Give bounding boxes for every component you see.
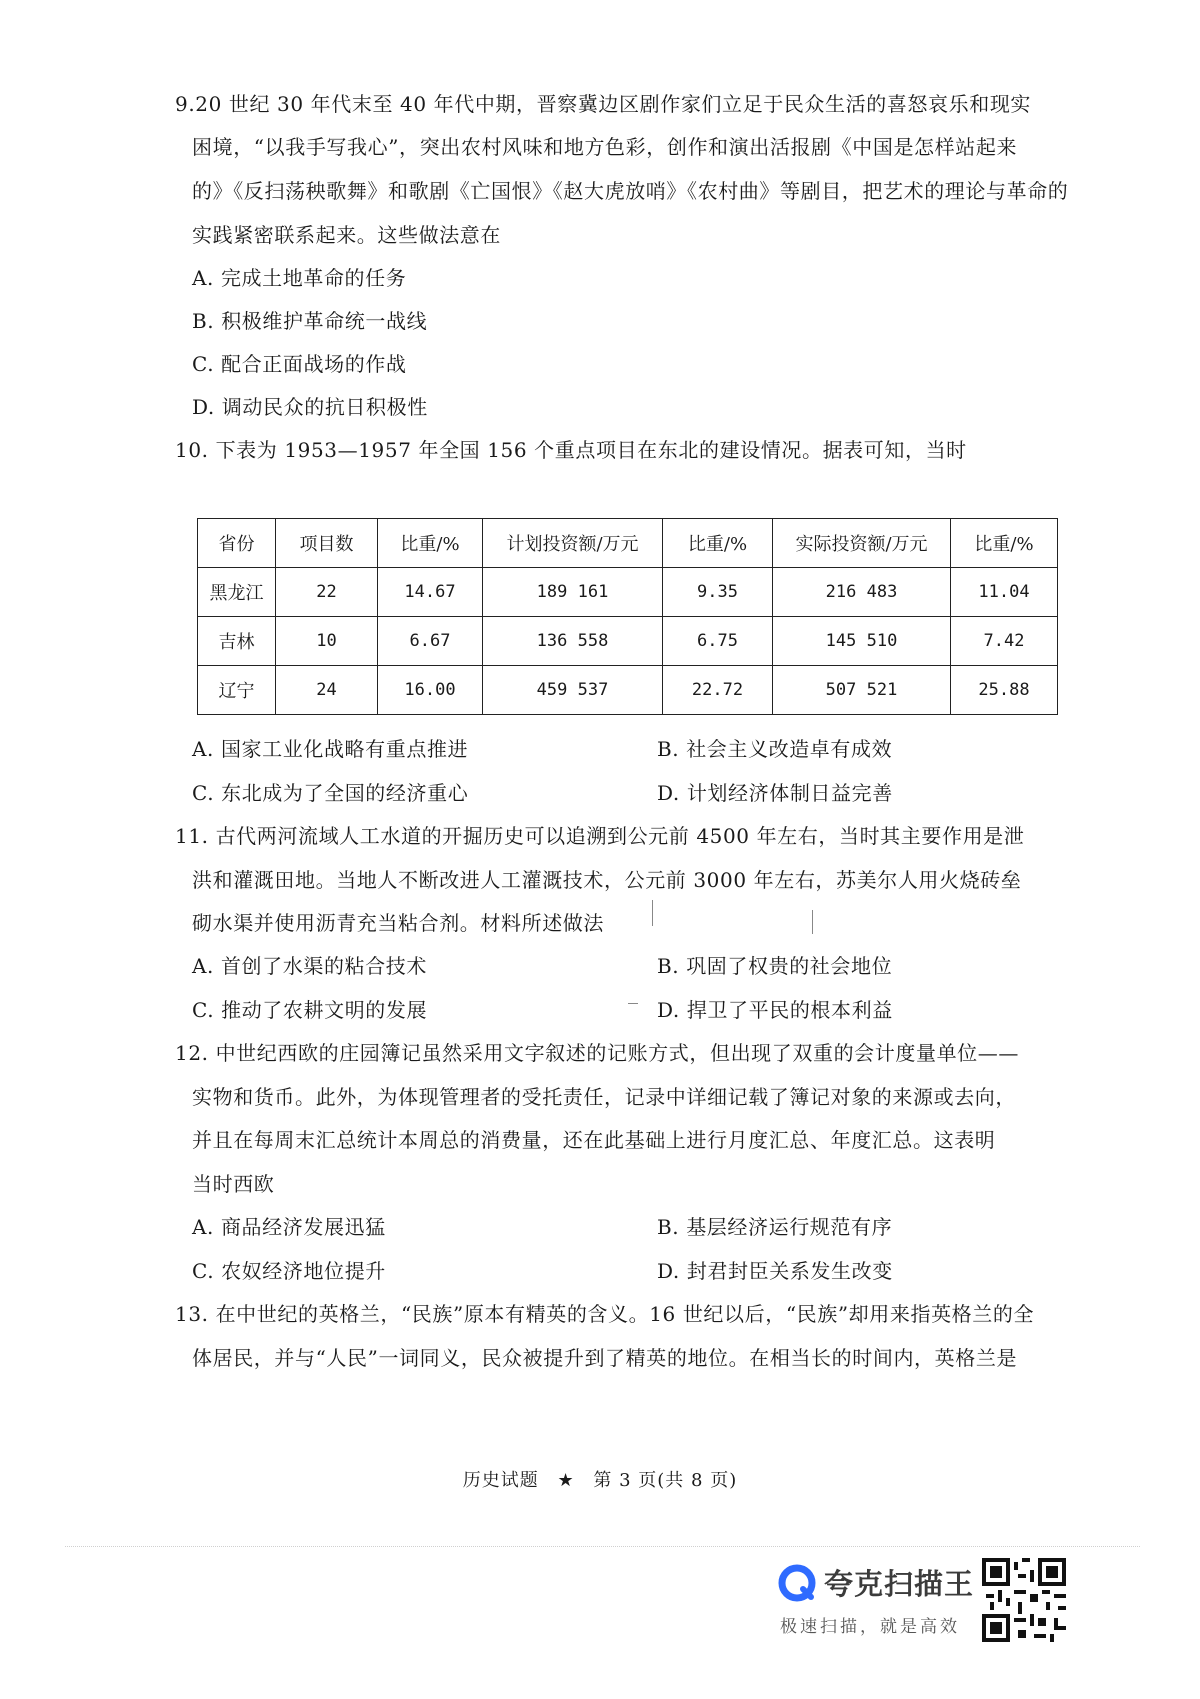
q9-line-3: 的》《反扫荡秧歌舞》和歌剧《亡国恨》《赵大虎放哨》《农村曲》等剧目，把艺术的理论与革命的 bbox=[192, 179, 1069, 203]
q11-line-2: 洪和灌溉田地。当地人不断改进人工灌溉技术，公元前 3000 年左右，苏美尔人用火烧砖垒 bbox=[192, 868, 1022, 892]
table-cell: 22 bbox=[276, 568, 378, 617]
table-header-cell: 实际投资额/万元 bbox=[773, 519, 951, 568]
table-cell-province: 黑龙江 bbox=[198, 568, 276, 617]
q12-line-2: 实物和货币。此外，为体现管理者的受托责任，记录中详细记载了簿记对象的来源或去向， bbox=[192, 1085, 1016, 1109]
table-cell: 10 bbox=[276, 617, 378, 666]
q10-option-a: A. 国家工业化战略有重点推进 bbox=[192, 737, 469, 761]
q13-line-2: 体居民，并与“人民”一词同义，民众被提升到了精英的地位。在相当长的时间内，英格兰是 bbox=[192, 1346, 1018, 1370]
q9-option-c: C. 配合正面战场的作战 bbox=[192, 352, 407, 376]
table-header-cell: 省份 bbox=[198, 519, 276, 568]
scanner-logo-icon bbox=[778, 1564, 816, 1602]
table-header-cell: 比重/% bbox=[378, 519, 483, 568]
scan-artifact bbox=[628, 1003, 638, 1004]
table-cell: 22.72 bbox=[663, 666, 773, 715]
footer-page-number: 第 3 页(共 8 页) bbox=[593, 1470, 738, 1491]
q9-option-b: B. 积极维护革命统一战线 bbox=[192, 309, 428, 333]
qr-code-icon bbox=[982, 1558, 1066, 1642]
table-header-cell: 项目数 bbox=[276, 519, 378, 568]
table-cell: 507 521 bbox=[773, 666, 951, 715]
table-cell: 136 558 bbox=[483, 617, 663, 666]
table-cell: 6.67 bbox=[378, 617, 483, 666]
q10-option-b: B. 社会主义改造卓有成效 bbox=[657, 737, 893, 761]
table-cell: 14.67 bbox=[378, 568, 483, 617]
q10-option-c: C. 东北成为了全国的经济重心 bbox=[192, 781, 469, 805]
table-cell: 189 161 bbox=[483, 568, 663, 617]
table-header-cell: 比重/% bbox=[663, 519, 773, 568]
table-header-cell: 比重/% bbox=[951, 519, 1058, 568]
table-cell: 145 510 bbox=[773, 617, 951, 666]
table-header-cell: 计划投资额/万元 bbox=[483, 519, 663, 568]
table-cell: 6.75 bbox=[663, 617, 773, 666]
table-cell: 7.42 bbox=[951, 617, 1058, 666]
table-cell: 216 483 bbox=[773, 568, 951, 617]
scan-artifact bbox=[812, 910, 813, 934]
q9-option-a: A. 完成土地革命的任务 bbox=[192, 266, 407, 290]
q11-line-3: 砌水渠并使用沥青充当粘合剂。材料所述做法 bbox=[192, 911, 604, 935]
table-row bbox=[198, 617, 1058, 666]
investment-table bbox=[197, 518, 1058, 715]
q10-line-1: 10. 下表为 1953—1957 年全国 156 个重点项目在东北的建设情况。据表可知，当时 bbox=[175, 438, 967, 462]
table-cell: 24 bbox=[276, 666, 378, 715]
q11-option-a: A. 首创了水渠的粘合技术 bbox=[192, 954, 427, 978]
scan-artifact bbox=[652, 900, 653, 926]
q11-option-b: B. 巩固了权贵的社会地位 bbox=[657, 954, 893, 978]
page-footer bbox=[0, 1466, 1200, 1492]
table-cell: 16.00 bbox=[378, 666, 483, 715]
table-row bbox=[198, 666, 1058, 715]
q12-line-4: 当时西欧 bbox=[192, 1172, 275, 1196]
table-row bbox=[198, 568, 1058, 617]
q12-option-c: C. 农奴经济地位提升 bbox=[192, 1259, 386, 1283]
table-cell: 25.88 bbox=[951, 666, 1058, 715]
table-cell-province: 辽宁 bbox=[198, 666, 276, 715]
table-cell: 11.04 bbox=[951, 568, 1058, 617]
q11-option-d: D. 捍卫了平民的根本利益 bbox=[657, 998, 893, 1022]
scanner-watermark bbox=[778, 1562, 998, 1642]
star-icon: ★ bbox=[557, 1470, 575, 1491]
q10-option-d: D. 计划经济体制日益完善 bbox=[657, 781, 893, 805]
divider bbox=[65, 1546, 1140, 1547]
scanner-brand-name: 夸克扫描王 bbox=[824, 1567, 975, 1601]
q12-line-3: 并且在每周末汇总统计本周总的消费量，还在此基础上进行月度汇总、年度汇总。这表明 bbox=[192, 1128, 996, 1152]
q12-option-a: A. 商品经济发展迅猛 bbox=[192, 1215, 386, 1239]
table-cell: 459 537 bbox=[483, 666, 663, 715]
q12-option-b: B. 基层经济运行规范有序 bbox=[657, 1215, 893, 1239]
q11-option-c: C. 推动了农耕文明的发展 bbox=[192, 998, 428, 1022]
table-header-row bbox=[198, 519, 1058, 568]
scanner-tagline: 极速扫描，就是高效 bbox=[780, 1617, 960, 1637]
q13-line-1: 13. 在中世纪的英格兰，“民族”原本有精英的含义。16 世纪以后，“民族”却用来指英格兰的全 bbox=[175, 1302, 1035, 1326]
q9-line-4: 实践紧密联系起来。这些做法意在 bbox=[192, 223, 501, 247]
q9-option-d: D. 调动民众的抗日积极性 bbox=[192, 395, 428, 419]
footer-subject: 历史试题 bbox=[462, 1470, 539, 1491]
q9-line-1: 9.20 世纪 30 年代末至 40 年代中期，晋察冀边区剧作家们立足于民众生活的喜怒哀乐和现实 bbox=[175, 92, 1032, 116]
table-cell-province: 吉林 bbox=[198, 617, 276, 666]
q12-option-d: D. 封君封臣关系发生改变 bbox=[657, 1259, 893, 1283]
q12-line-1: 12. 中世纪西欧的庄园簿记虽然采用文字叙述的记账方式，但出现了双重的会计度量单位—— bbox=[175, 1041, 1019, 1065]
q9-line-2: 困境，“以我手写我心”，突出农村风味和地方色彩，创作和演出活报剧《中国是怎样站起来 bbox=[192, 135, 1018, 159]
q11-line-1: 11. 古代两河流域人工水道的开掘历史可以追溯到公元前 4500 年左右，当时其主要作用是泄 bbox=[175, 824, 1025, 848]
table-cell: 9.35 bbox=[663, 568, 773, 617]
